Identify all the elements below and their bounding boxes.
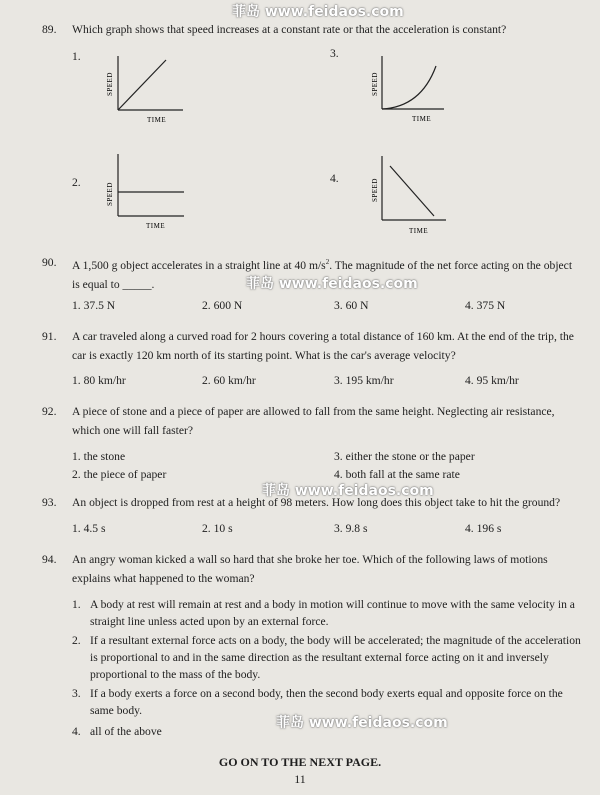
option-1[interactable]: 1. 4.5 s — [72, 522, 106, 535]
question-text — [72, 253, 582, 294]
question-text: A piece of stone and a piece of paper are allowed to fall from the same height. Neglecting air resistance, which one will fall faster? — [72, 405, 555, 437]
y-axis-label: SPEED — [371, 72, 379, 96]
question-90 — [42, 253, 582, 294]
x-axis-label: TIME — [147, 116, 167, 124]
option-2[interactable]: 2. 60 km/hr — [202, 374, 256, 387]
option-3[interactable]: 3. 9.8 s — [334, 522, 368, 535]
watermark: 菲岛 www.feidaos.com — [232, 4, 404, 20]
option-number: 3. — [72, 687, 81, 700]
speed-line-falling — [390, 166, 434, 216]
graph-4 — [366, 152, 456, 238]
question-94 — [42, 550, 582, 588]
question-91 — [42, 327, 582, 365]
speed-curve — [382, 66, 436, 109]
option-4[interactable]: 4. both fall at the same rate — [334, 468, 460, 481]
option-text: If a body exerts a force on a second body, then the second body exerts equal and opposite force on the same body. — [90, 687, 563, 717]
option-1[interactable] — [72, 596, 582, 630]
graph-4-label: 4. — [330, 172, 339, 185]
graph-3 — [366, 52, 456, 128]
graph-3-label: 3. — [330, 47, 339, 60]
option-2[interactable]: 2. 600 N — [202, 299, 243, 312]
option-4[interactable]: 4. 95 km/hr — [465, 374, 519, 387]
option-4[interactable]: 4. 196 s — [465, 522, 502, 535]
question-number: 94. — [42, 553, 57, 566]
option-1[interactable]: 1. 37.5 N — [72, 299, 116, 312]
page-number: 11 — [294, 772, 306, 786]
option-1[interactable]: 1. 80 km/hr — [72, 374, 126, 387]
question-number: 91. — [42, 330, 57, 343]
option-3[interactable]: 3. either the stone or the paper — [334, 450, 475, 463]
option-3[interactable]: 3. 195 km/hr — [334, 374, 394, 387]
question-89 — [42, 20, 582, 39]
question-92 — [42, 402, 582, 440]
option-2[interactable]: 2. the piece of paper — [72, 468, 167, 481]
question-number: 89. — [42, 23, 57, 36]
options-94 — [72, 596, 582, 742]
option-number: 4. — [72, 725, 81, 738]
speed-line-rising — [118, 60, 166, 110]
option-text: all of the above — [90, 725, 162, 738]
question-text-part: . The magnitude of the net force acting on the object is equal to _____. — [72, 258, 573, 291]
question-text: An object is dropped from rest at a height of 98 meters. How long does this object take to hit the ground? — [72, 496, 561, 509]
question-number: 92. — [42, 405, 57, 418]
question-text-part: A 1,500 g object accelerates in a straight line at 40 m/s — [72, 258, 326, 272]
y-axis-label: SPEED — [106, 72, 114, 96]
question-text: An angry woman kicked a wall so hard that she broke her toe. Which of the following laws of motions explains what happened to the woman? — [72, 553, 548, 585]
x-axis-label: TIME — [409, 227, 429, 235]
x-axis-label: TIME — [146, 222, 166, 230]
question-93 — [42, 493, 582, 512]
question-number: 93. — [42, 496, 57, 509]
watermark: 菲岛 www.feidaos.com — [276, 715, 448, 731]
option-1[interactable]: 1. the stone — [72, 450, 126, 463]
question-number: 90. — [42, 256, 57, 269]
option-text: A body at rest will remain at rest and a body in motion will continue to move with the same velocity in a straight line unless acted upon by an external force. — [90, 598, 575, 628]
option-2[interactable] — [72, 632, 582, 683]
y-axis-label: SPEED — [106, 182, 114, 206]
question-text: A car traveled along a curved road for 2 hours covering a total distance of 160 km. At the end of the trip, the car is exactly 120 km north of its starting point. What is the car's average velocity? — [72, 330, 574, 362]
graph-2-label: 2. — [72, 176, 81, 189]
graph-2 — [100, 150, 190, 232]
watermark: 菲岛 www.feidaos.com — [246, 276, 418, 292]
option-3[interactable]: 3. 60 N — [334, 299, 369, 312]
y-axis-label: SPEED — [371, 178, 379, 202]
superscript: 2 — [325, 258, 330, 266]
graph-1 — [100, 50, 190, 128]
x-axis-label: TIME — [412, 115, 432, 123]
graph-1-label: 1. — [72, 50, 81, 63]
option-4[interactable] — [72, 723, 582, 740]
option-4[interactable]: 4. 375 N — [465, 299, 506, 312]
option-text: If a resultant external force acts on a body, the body will be accelerated; the magnitude of the acceleration is proportional to and in the same direction as the resultant external force acting on it and inversely proportional to the mass of the body. — [90, 634, 581, 681]
option-2[interactable]: 2. 10 s — [202, 522, 233, 535]
option-number: 1. — [72, 598, 81, 611]
question-text: Which graph shows that speed increases at a constant rate or that the acceleration is constant? — [72, 23, 507, 36]
watermark: 菲岛 www.feidaos.com — [262, 483, 434, 499]
option-3[interactable] — [72, 685, 582, 719]
next-page-notice: GO ON TO THE NEXT PAGE. — [218, 755, 382, 769]
option-number: 2. — [72, 634, 81, 647]
